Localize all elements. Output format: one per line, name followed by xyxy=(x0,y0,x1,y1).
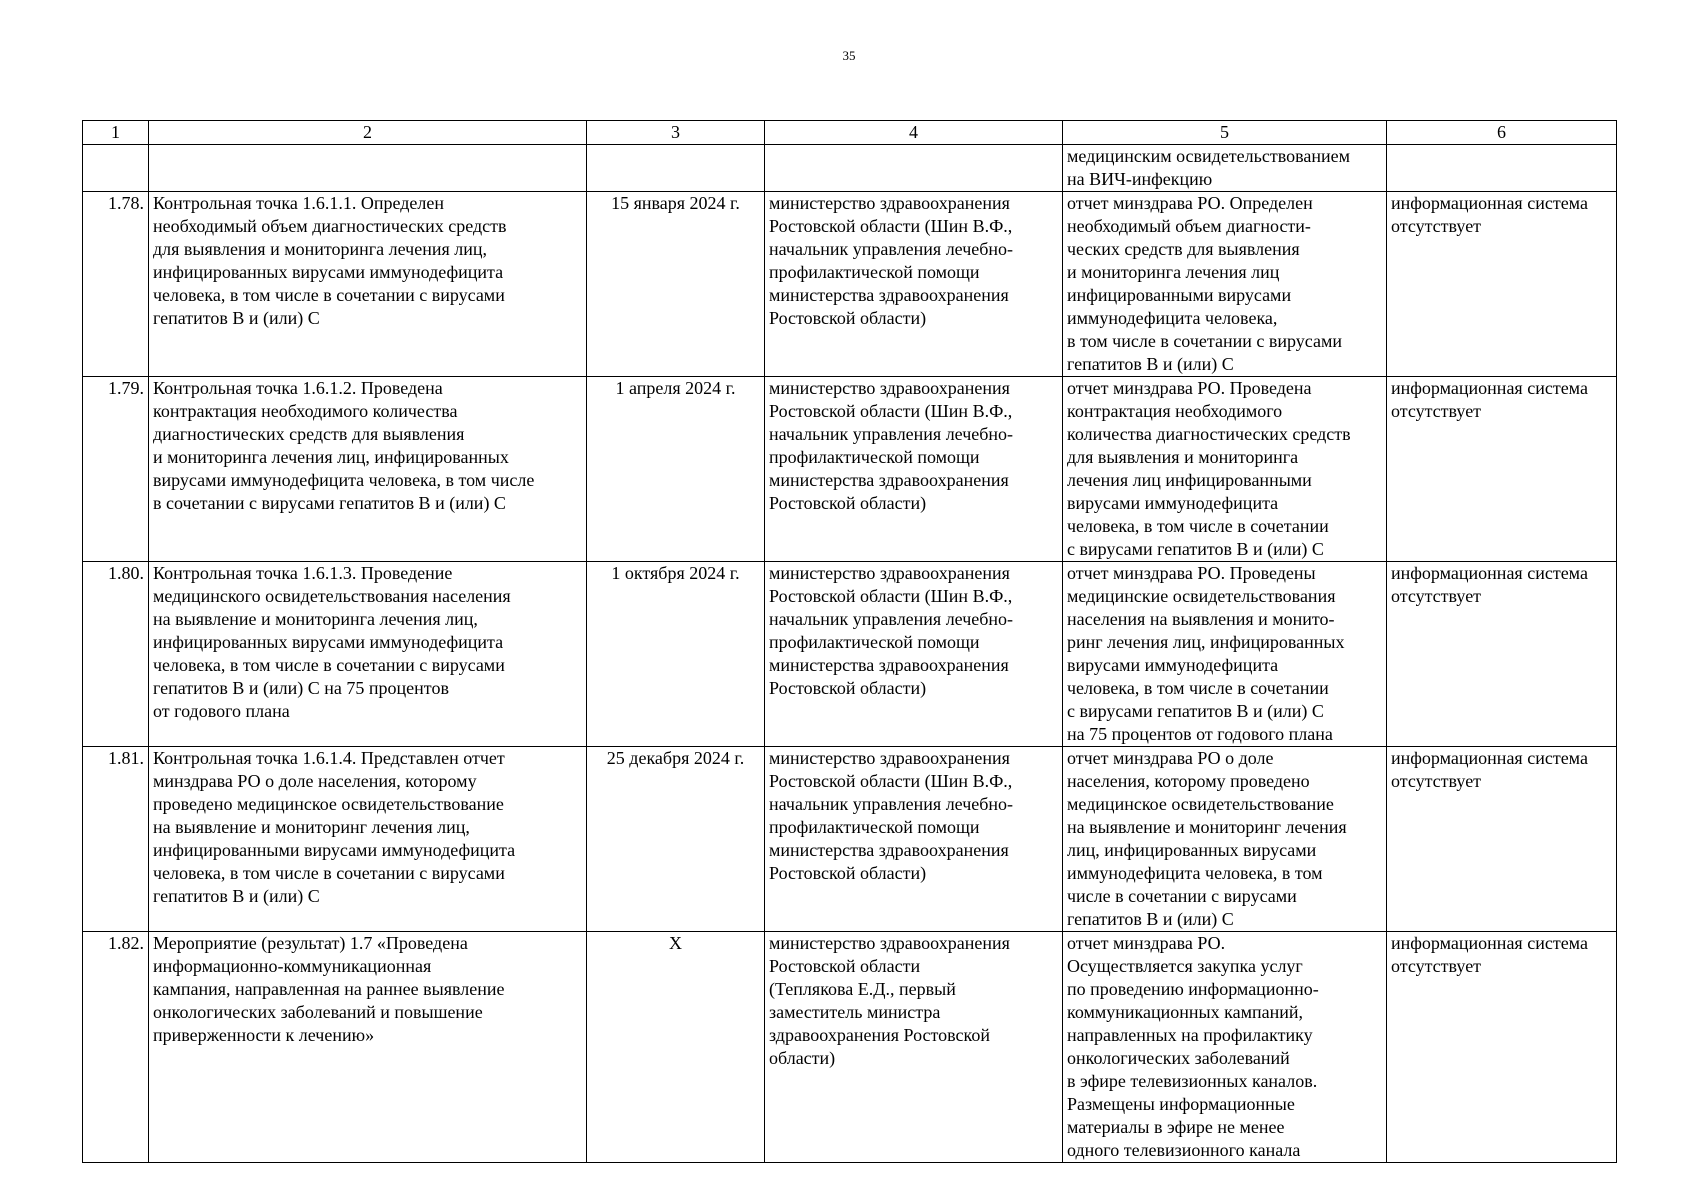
responsible-cell: министерство здравоохранения Ростовской области (Шин В.Ф., начальник управления лечебно- профилактической помощи министерства здравоохранения Ростовской области) xyxy=(765,377,1063,562)
date-cell: 1 октября 2024 г. xyxy=(587,562,765,747)
column-header-2: 2 xyxy=(149,121,587,145)
column-header-3: 3 xyxy=(587,121,765,145)
result-cell: отчет минздрава РО о доле населения, которому проведено медицинское освидетельствование на выявление и мониторинг лечения лиц, инфицированных вирусами иммунодефицита человека, в том числе в сочетании с вирусами гепатитов В и (или) С xyxy=(1063,747,1387,932)
date-cell: 15 января 2024 г. xyxy=(587,192,765,377)
result-cell: медицинским освидетельствованием на ВИЧ-инфекцию xyxy=(1063,145,1387,192)
table-row xyxy=(83,377,1617,562)
event-cell: Мероприятие (результат) 1.7 «Проведена информационно-коммуникационная кампания, направленная на раннее выявление онкологических заболеваний и повышение приверженности к лечению» xyxy=(149,932,587,1163)
event-cell: Контрольная точка 1.6.1.2. Проведена контрактация необходимого количества диагностических средств для выявления и мониторинга лечения лиц, инфицированных вирусами иммунодефицита человека, в том числе в сочетании с вирусами гепатитов В и (или) С xyxy=(149,377,587,562)
plan-table xyxy=(82,120,1617,1163)
responsible-cell: министерство здравоохранения Ростовской области (Шин В.Ф., начальник управления лечебно- профилактической помощи министерства здравоохранения Ростовской области) xyxy=(765,562,1063,747)
result-cell: отчет минздрава РО. Проведена контрактация необходимого количества диагностических средств для выявления и мониторинга лечения лиц инфицированными вирусами иммунодефицита человека, в том числе в сочетании с вирусами гепатитов В и (или) С xyxy=(1063,377,1387,562)
responsible-cell: министерство здравоохранения Ростовской области (Шин В.Ф., начальник управления лечебно- профилактической помощи министерства здравоохранения Ростовской области) xyxy=(765,747,1063,932)
table-row xyxy=(83,932,1617,1163)
event-cell xyxy=(149,145,587,192)
date-cell xyxy=(587,145,765,192)
row-number: 1.79. xyxy=(83,377,149,562)
responsible-cell: министерство здравоохранения Ростовской области (Шин В.Ф., начальник управления лечебно- профилактической помощи министерства здравоохранения Ростовской области) xyxy=(765,192,1063,377)
table-row xyxy=(83,747,1617,932)
page-number: 35 xyxy=(842,48,856,63)
info-system-cell: информационная система отсутствует xyxy=(1387,192,1617,377)
column-header-1: 1 xyxy=(83,121,149,145)
date-cell: 25 декабря 2024 г. xyxy=(587,747,765,932)
date-cell: 1 апреля 2024 г. xyxy=(587,377,765,562)
event-cell: Контрольная точка 1.6.1.1. Определен необходимый объем диагностических средств для выявления и мониторинга лечения лиц, инфицированных вирусами иммунодефицита человека, в том числе в сочетании с вирусами гепатитов В и (или) С xyxy=(149,192,587,377)
column-header-6: 6 xyxy=(1387,121,1617,145)
result-cell: отчет минздрава РО. Определен необходимый объем диагности- ческих средств для выявления и мониторинга лечения лиц инфицированными вирусами иммунодефицита человека, в том числе в сочетании с вирусами гепатитов В и (или) С xyxy=(1063,192,1387,377)
event-cell: Контрольная точка 1.6.1.4. Представлен отчет минздрава РО о доле населения, которому проведено медицинское освидетельствование на выявление и мониторинг лечения лиц, инфицированными вирусами иммунодефицита человека, в том числе в сочетании с вирусами гепатитов В и (или) С xyxy=(149,747,587,932)
responsible-cell xyxy=(765,145,1063,192)
table-row-continuation xyxy=(83,145,1617,192)
column-header-4: 4 xyxy=(765,121,1063,145)
responsible-cell: министерство здравоохранения Ростовской области (Теплякова Е.Д., первый заместитель министра здравоохранения Ростовской области) xyxy=(765,932,1063,1163)
result-cell: отчет минздрава РО. Осуществляется закупка услуг по проведению информационно- коммуникационных кампаний, направленных на профилактику онкологических заболеваний в эфире телевизионных каналов. Размещены информационные материалы в эфире не менее одного телевизионного канала xyxy=(1063,932,1387,1163)
row-number: 1.81. xyxy=(83,747,149,932)
table-row xyxy=(83,192,1617,377)
info-system-cell: информационная система отсутствует xyxy=(1387,377,1617,562)
info-system-cell: информационная система отсутствует xyxy=(1387,562,1617,747)
row-number xyxy=(83,145,149,192)
row-number: 1.82. xyxy=(83,932,149,1163)
info-system-cell xyxy=(1387,145,1617,192)
row-number: 1.78. xyxy=(83,192,149,377)
column-header-5: 5 xyxy=(1063,121,1387,145)
info-system-cell: информационная система отсутствует xyxy=(1387,747,1617,932)
result-cell: отчет минздрава РО. Проведены медицинские освидетельствования населения на выявления и монито- ринг лечения лиц, инфицированных вирусами иммунодефицита человека, в том числе в сочетании с вирусами гепатитов В и (или) С на 75 процентов от годового плана xyxy=(1063,562,1387,747)
row-number: 1.80. xyxy=(83,562,149,747)
event-cell: Контрольная точка 1.6.1.3. Проведение медицинского освидетельствования населения на выявление и мониторинга лечения лиц, инфицированных вирусами иммунодефицита человека, в том числе в сочетании с вирусами гепатитов В и (или) С на 75 процентов от годового плана xyxy=(149,562,587,747)
info-system-cell: информационная система отсутствует xyxy=(1387,932,1617,1163)
date-cell: Х xyxy=(587,932,765,1163)
table-row xyxy=(83,562,1617,747)
column-number-row xyxy=(83,121,1617,145)
